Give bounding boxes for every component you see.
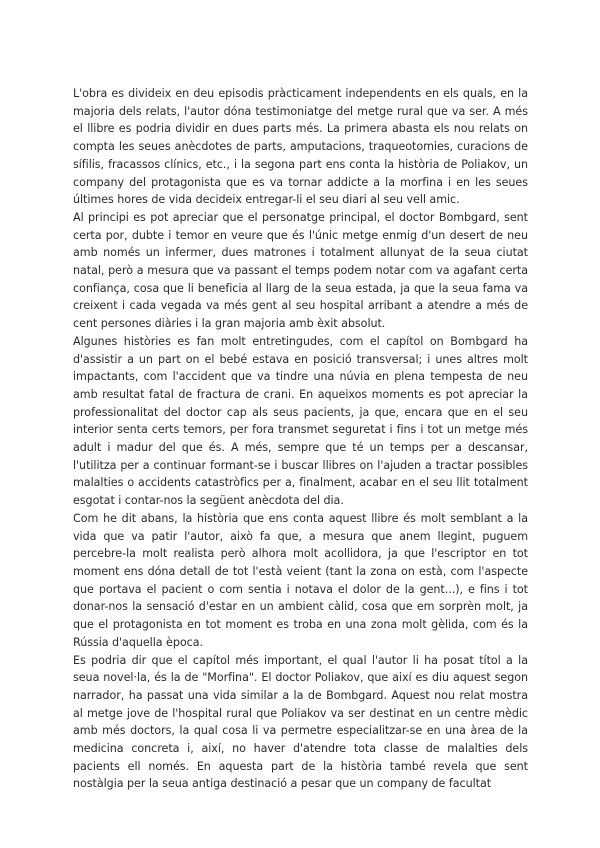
paragraph-bombgard-beginnings: Al principi es pot apreciar que el personatge principal, el doctor Bombgard, sent certa por, dubte i temor en veure que és l'únic metge enmig d'un desert de neu amb només un infermer, dues matrones i totalment allunyat de la seua ciutat natal, però a mesura que va passant el temps podem notar com va agafant certa confiança, cosa que li beneficia al llarg de la seua estada, ja que la seua fama va creixent i cada vegada va més gent al seu hospital arribant a atendre a més de cent persones diàries i la gran majoria amb èxit absolut. xyxy=(73,210,528,331)
document-body xyxy=(73,85,528,793)
paragraph-episodes: L'obra es divideix en deu episodis pràcticament independents en els quals, en la majoria dels relats, l'autor dóna testimoniatge del metge rural que va ser. A més el llibre es podria dividir en dues parts més. La primera abasta els nou relats on compta les seues anècdotes de parts, amputacions, traqueotomies, curacions de sífilis, fracassos clínics, etc., i la segona part ens conta la història de Poliakov, un company del protagonista que es va tornar addicte a la morfina i en les seues últimes hores de vida decideix entregar-li el seu diari al seu vell amic. xyxy=(73,87,528,207)
paragraph-author-life: Com he dit abans, la història que ens conta aquest llibre és molt semblant a la vida que va patir l'autor, això fa que, a mesura que anem llegint, puguem percebre-la molt realista però alhora molt acollidora, ja que l'escriptor en tot moment ens dóna detall de tot l'està veient (tant la zona on està, com l'aspecte que portava el pacient o com sentia i notava el dolor de la gent...), e fins i tot donar-nos la sensació d'estar en un ambient càlid, cosa que em sorprèn molt, ja que el protagonista en tot moment es troba en una zona molt gèlida, com és la Rússia d'aquella època. xyxy=(73,511,528,649)
paragraph-morfina-chapter: Es podria dir que el capítol més important, el qual l'autor li ha posat títol a la seua novel·la, és la de "Morfina". El doctor Poliakov, que així es diu aquest segon narrador, ha passat una vida similar a la de Bombgard. Aquest nou relat mostra al metge jove de l'hospital rural que Poliakov va ser destinat en un centre mèdic amb més doctors, la qual cosa li va permetre especialitzar-se en una àrea de la medicina concreta i, així, no haver d'atendre tota classe de malalties dels pacients ell només. En aquesta part de la història també revela que sent nostàlgia per la seua antiga destinació a pesar que un company de facultat xyxy=(73,653,528,791)
paragraph-stories: Algunes històries es fan molt entretingudes, com el capítol on Bombgard ha d'assistir a un part on el bebé estava en posició transversal; i unes altres molt impactants, com l'accident que va tindre una núvia en plena tempesta de neu amb resultat fatal de fractura de crani. En aqueixos moments es pot apreciar la professionalitat del doctor cap als seus pacients, ja que, encara que en el seu interior senta certs temors, per fora transmet seguretat i fins i tot un metge més adult i madur del que és. A més, sempre que té un temps per a descansar, l'utilitza per a continuar formant-se i buscar llibres on l'ajuden a tractar possibles malalties o accidents catastròfics per a, finalment, acabar en el seu llit totalment esgotat i contar-nos la següent anècdota del dia. xyxy=(73,334,528,508)
